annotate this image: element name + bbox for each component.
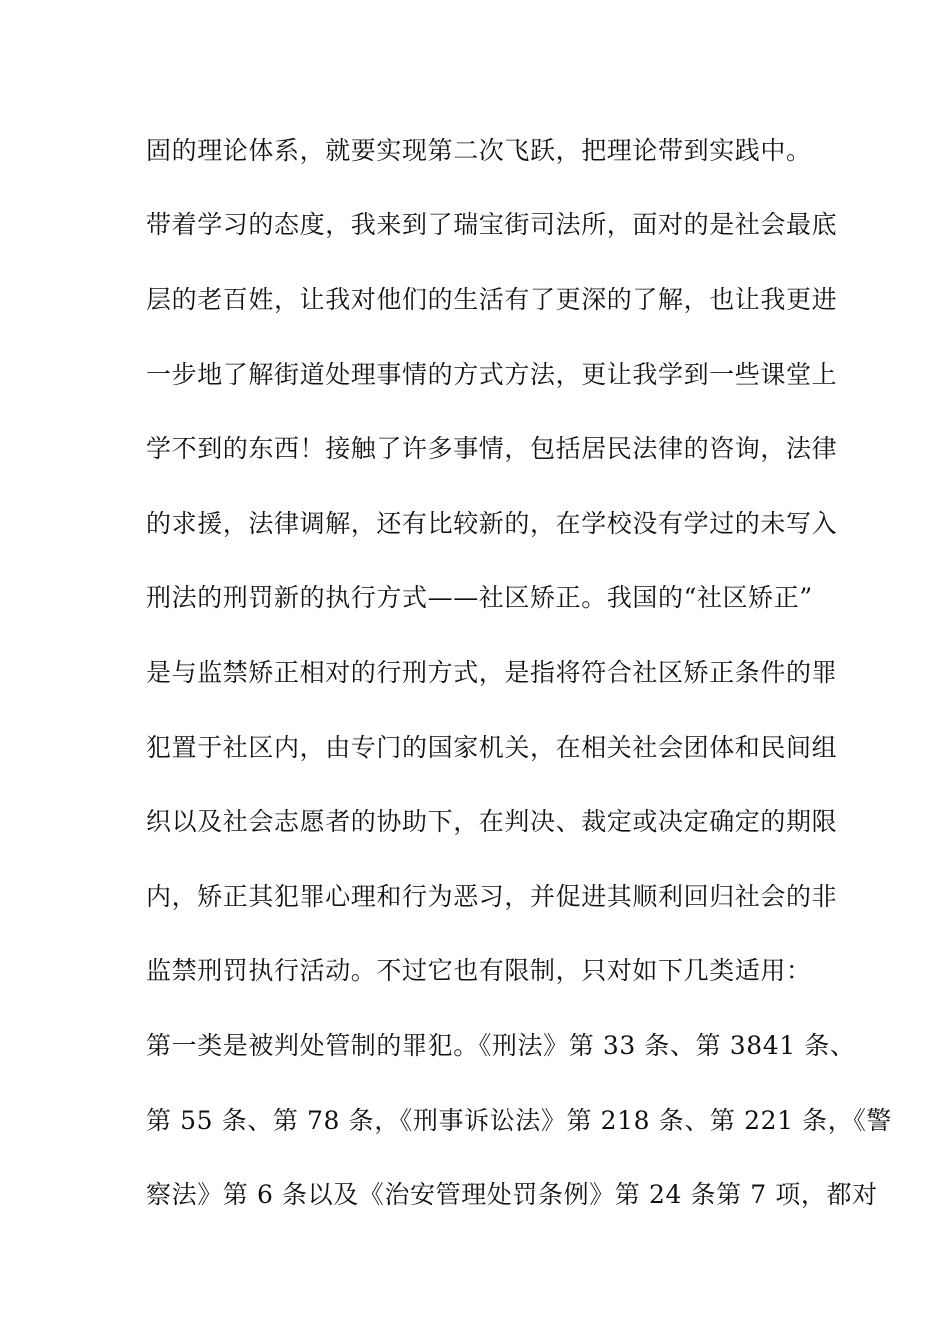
text-line: 的求援，法律调解，还有比较新的，在学校没有学过的未写入 (146, 509, 838, 538)
text-line: 察法》第 6 条以及《治安管理处罚条例》第 24 条第 7 项，都对 (146, 1180, 878, 1209)
text-line: 一步地了解街道处理事情的方式方法，更让我学到一些课堂上 (146, 360, 838, 389)
text-line: 内，矫正其犯罪心理和行为恶习，并促进其顺利回归社会的非 (146, 882, 838, 911)
text-line: 刑法的刑罚新的执行方式——社区矫正。我国的“社区矫正” (146, 583, 813, 612)
text-line: 第一类是被判处管制的罪犯。《刑法》第 33 条、第 3841 条、 (146, 1031, 856, 1060)
text-line: 学不到的东西！接触了许多事情，包括居民法律的咨询，法律 (146, 434, 838, 463)
text-line: 层的老百姓，让我对他们的生活有了更深的了解，也让我更进 (146, 285, 838, 314)
text-line: 监禁刑罚执行活动。不过它也有限制，只对如下几类适用： (146, 956, 812, 985)
text-line: 第 55 条、第 78 条，《刑事诉讼法》第 218 条、第 221 条，《警 (146, 1106, 893, 1135)
text-line: 犯置于社区内，由专门的国家机关，在相关社会团体和民间组 (146, 733, 838, 762)
text-line: 是与监禁矫正相对的行刑方式，是指将符合社区矫正条件的罪 (146, 658, 838, 687)
text-line: 带着学习的态度，我来到了瑞宝街司法所，面对的是社会最底 (146, 210, 838, 239)
text-line: 织以及社会志愿者的协助下，在判决、裁定或决定确定的期限 (146, 807, 838, 836)
text-line: 固的理论体系，就要实现第二次飞跃，把理论带到实践中。 (146, 136, 812, 165)
